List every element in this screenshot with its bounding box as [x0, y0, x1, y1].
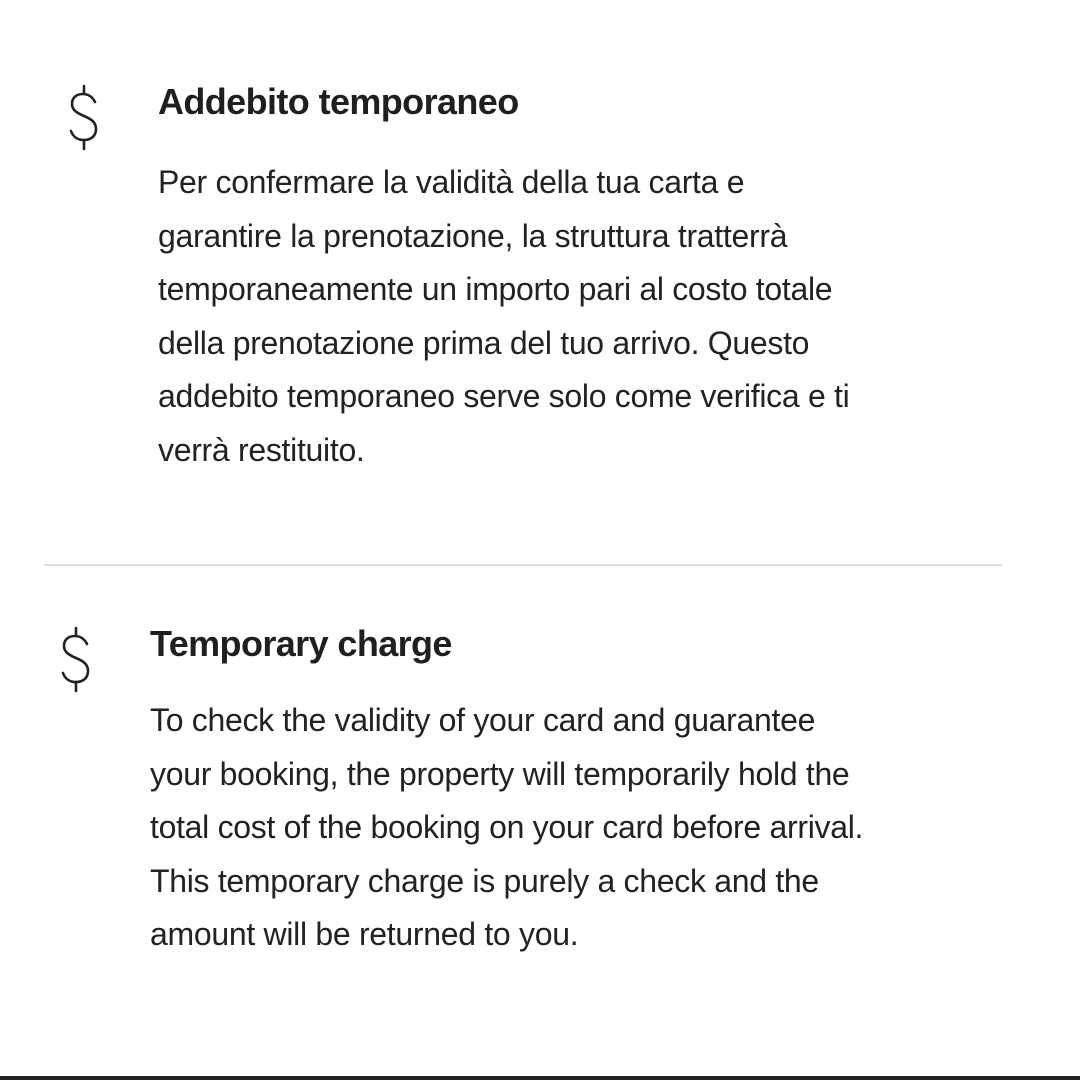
dollar-icon	[56, 620, 96, 700]
description-line: amount will be returned to you.	[150, 916, 579, 952]
description-line: total cost of the booking on your card before arrival.	[150, 809, 864, 845]
description-line: Per confermare la validità della tua carta e	[158, 164, 745, 200]
dollar-icon	[64, 78, 104, 158]
description-line: garantire la prenotazione, la struttura tratterrà	[158, 217, 788, 254]
bottom-border	[0, 1076, 1080, 1080]
section-description	[150, 694, 863, 962]
description-line: temporaneamente un importo pari al costo totale	[158, 271, 833, 307]
description-line: To check the validity of your card and guarantee	[150, 702, 816, 738]
section-title: Addebito temporaneo	[158, 81, 519, 122]
section-divider	[44, 564, 1002, 566]
section-title: Temporary charge	[150, 623, 452, 664]
section-description	[158, 156, 849, 477]
description-line: della prenotazione prima del tuo arrivo. Questo	[158, 324, 810, 361]
description-line: addebito temporaneo serve solo come verifica e ti	[158, 378, 850, 414]
description-line: This temporary charge is purely a check and the	[150, 862, 819, 899]
description-line: your booking, the property will temporarily hold the	[150, 755, 850, 792]
description-line: verrà restituito.	[158, 431, 365, 468]
